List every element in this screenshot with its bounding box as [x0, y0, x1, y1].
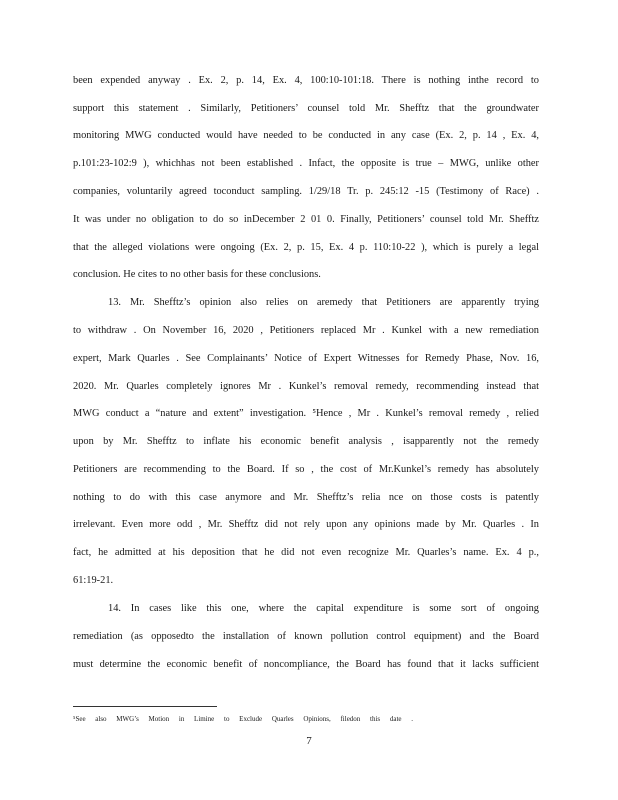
text-line: 61:19-21. [73, 575, 114, 586]
text-line: monitoring MWG conducted would have needed to be conducted in any case (Ex. 2, p. 14 , Ex. 4, [73, 130, 539, 141]
text-line: Petitioners are recommending to the Board. If so , the cost of Mr.Kunkel’s remedy has absolutely [73, 464, 539, 475]
text-line: MWG conduct a “nature and extent” investigation. ⁵Hence , Mr . Kunkel’s removal remedy , relied [73, 408, 539, 419]
footnote: ⁵See also MWG’s Motion in Limine to Exclude Quarles Opinions, filedon this date . [73, 715, 413, 723]
text-line: fact, he admitted at his deposition that he did not even recognize Mr. Quarles’s name. Ex. 4 p., [73, 547, 539, 558]
text-line: conclusion. He cites to no other basis for these conclusions. [73, 269, 321, 280]
page-number: 7 [306, 735, 312, 747]
text-line: 13. Mr. Shefftz’s opinion also relies on aremedy that Petitioners are apparently trying [108, 297, 539, 308]
text-line: expert, Mark Quarles . See Complainants’ Notice of Expert Witnesses for Remedy Phase, Nov. 16, [73, 353, 539, 364]
text-line: companies, voluntarily agreed toconduct sampling. 1/29/18 Tr. p. 245:12 -15 (Testimony of Race) . [73, 186, 539, 197]
text-line: nothing to do with this case anymore and Mr. Shefftz’s relia nce on those costs is patently [73, 492, 539, 503]
text-line: 2020. Mr. Quarles completely ignores Mr . Kunkel’s removal remedy, recommending instead that [73, 381, 539, 392]
text-line: 14. In cases like this one, where the capital expenditure is some sort of ongoing [108, 603, 539, 614]
text-line: It was under no obligation to do so inDecember 2 01 0. Finally, Petitioners’ counsel told Mr. Shefftz [73, 214, 539, 225]
text-line: remediation (as opposedto the installation of known pollution control equipment) and the Board [73, 631, 539, 642]
text-line: that the alleged violations were ongoing (Ex. 2, p. 15, Ex. 4 p. 110:10-22 ), which is purely a legal [73, 242, 539, 253]
text-line: support this statement . Similarly, Petitioners’ counsel told Mr. Shefftz that the groundwater [73, 103, 539, 114]
text-line: to withdraw . On November 16, 2020 , Petitioners replaced Mr . Kunkel with a new remediation [73, 325, 539, 336]
text-line: upon by Mr. Shefftz to inflate his economic benefit analysis , isapparently not the remedy [73, 436, 539, 447]
text-line: p.101:23-102:9 ), whichhas not been established . Infact, the opposite is true – MWG, unlike other [73, 158, 539, 169]
footnote-divider [73, 706, 217, 707]
text-line: been expended anyway . Ex. 2, p. 14, Ex. 4, 100:10-101:18. There is nothing inthe record to [73, 75, 539, 86]
text-line: irrelevant. Even more odd , Mr. Shefftz did not rely upon any opinions made by Mr. Quarles . In [73, 519, 539, 530]
text-line: must determine the economic benefit of noncompliance, the Board has found that it lacks sufficient [73, 659, 539, 670]
